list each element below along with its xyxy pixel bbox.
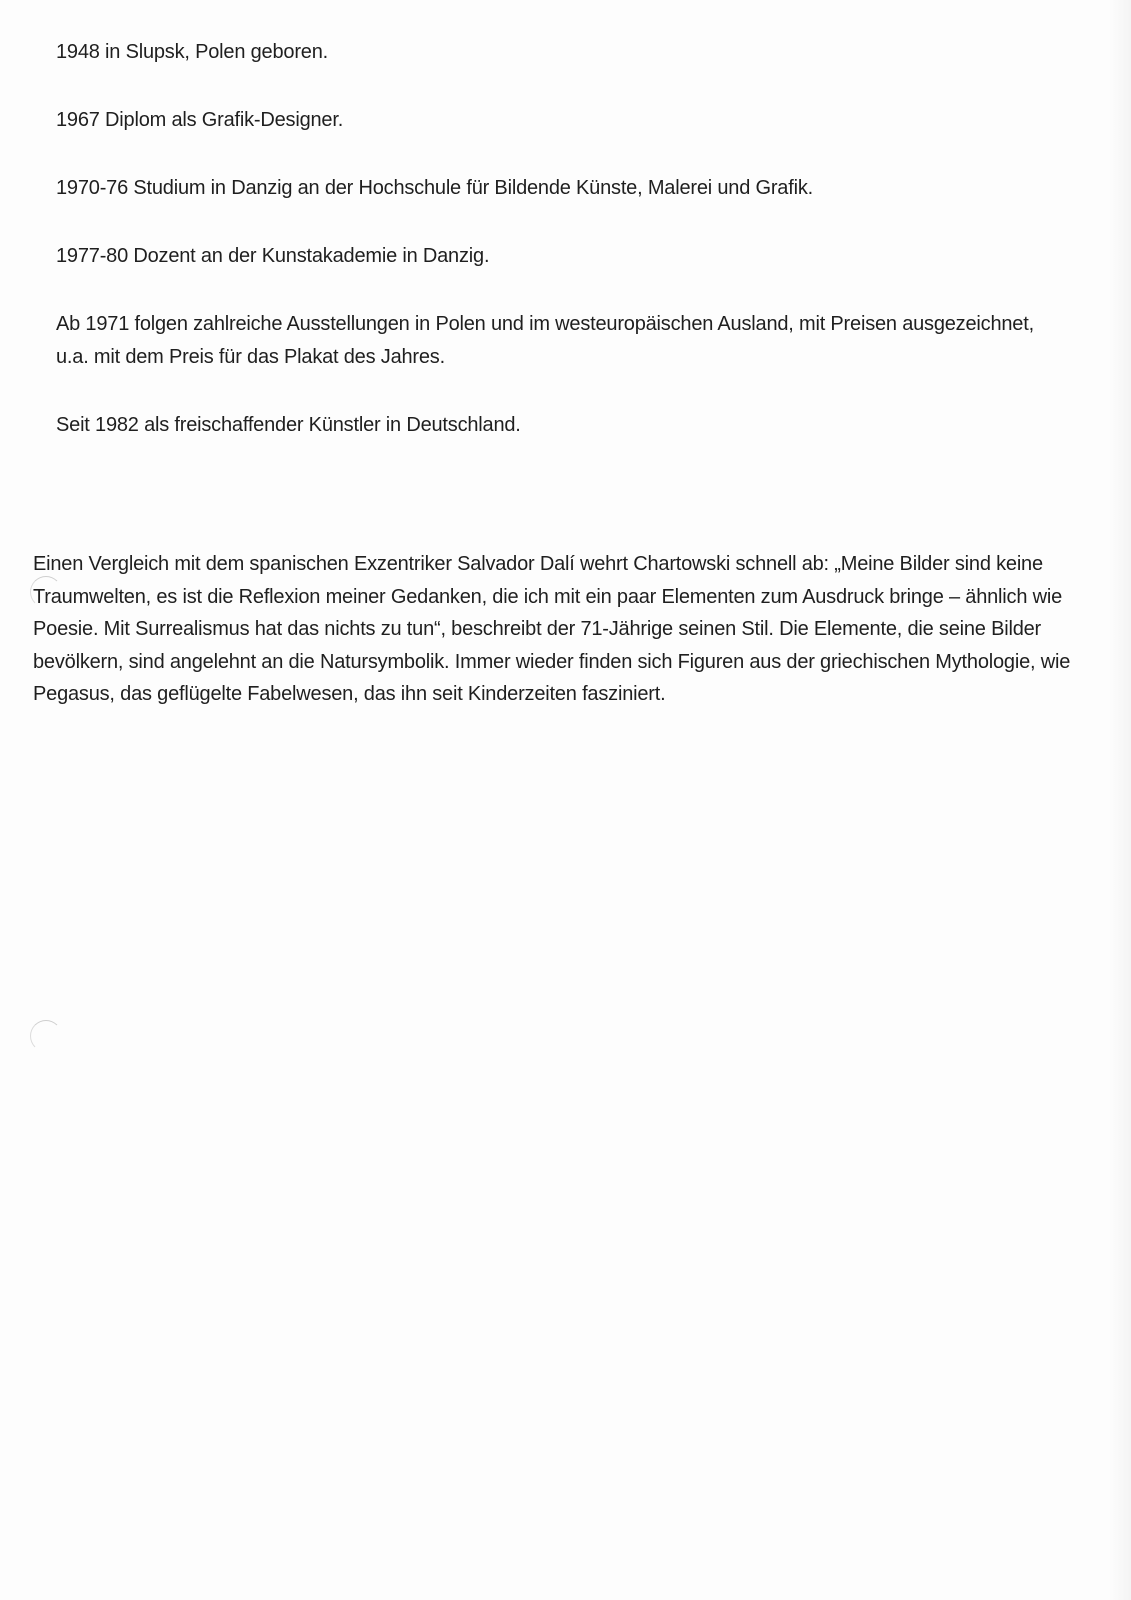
scan-edge-shadow (1109, 0, 1131, 1600)
punch-hole-mark (30, 576, 62, 608)
biography-entry: 1948 in Slupsk, Polen geboren. (56, 41, 328, 63)
biography-entry: Ab 1971 folgen zahlreiche Ausstellungen in Polen und im westeuropäischen Ausland, mit Preisen ausgezeichnet, u.a. mit dem Preis für das Plakat des Jahres. (56, 313, 1034, 368)
biography-entry: 1977-80 Dozent an der Kunstakademie in Danzig. (56, 245, 490, 267)
biography-entry: 1967 Diplom als Grafik-Designer. (56, 109, 344, 131)
biography-entry: Seit 1982 als freischaffender Künstler in Deutschland. (56, 414, 521, 436)
biography-list (56, 36, 1056, 442)
biography-entry: 1970-76 Studium in Danzig an der Hochschule für Bildende Künste, Malerei und Grafik. (56, 177, 813, 199)
body-paragraph: Einen Vergleich mit dem spanischen Exzentriker Salvador Dalí wehrt Chartowski schnell ab: „Meine Bilder sind keine Traumwelten, es ist die Reflexion meiner Gedanken, die ich mit ein paar Elementen zum Ausdruck bringe – ähnlich wie Poesie. Mit Surrealismus hat das nichts zu tun“, beschreibt der 71-Jährige seinen Stil. Die Elemente, die seine Bilder bevölkern, sind angelehnt an die Natursymbolik. Immer wieder finden sich Figuren aus der griechischen Mythologie, wie Pegasus, das geflügelte Fabelwesen, das ihn seit Kinderzeiten fasziniert. (33, 553, 1071, 705)
punch-hole-mark (30, 1020, 62, 1052)
